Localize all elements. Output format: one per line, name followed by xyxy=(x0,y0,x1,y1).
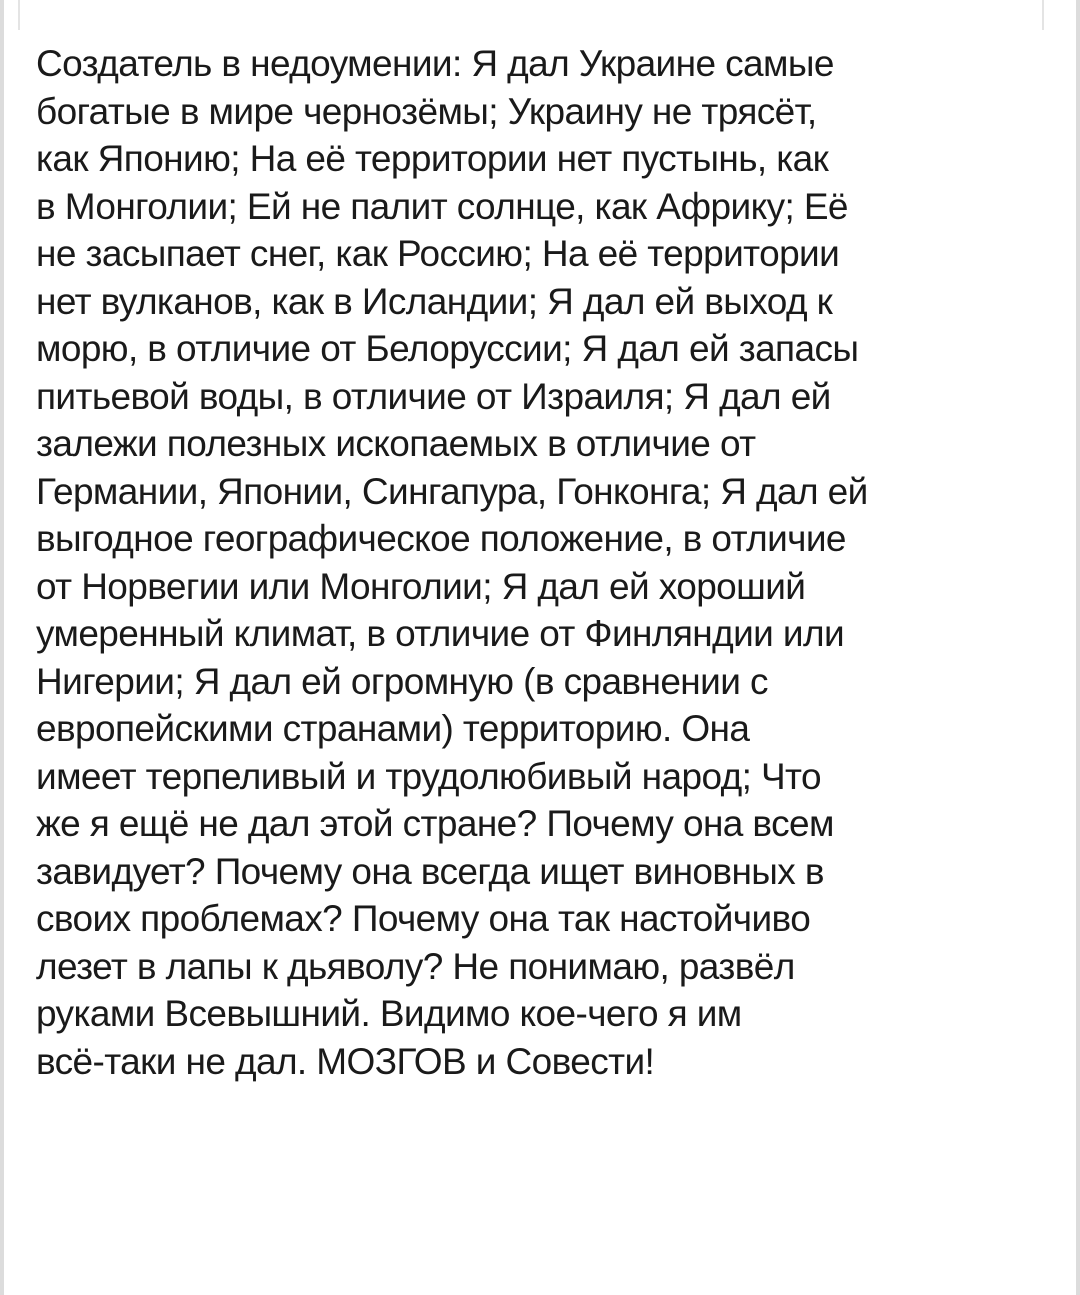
post-line-10: Германии, Японии, Сингапура, Гонконга; Я дал ей xyxy=(36,470,868,512)
post-line-18: завидует? Почему она всегда ищет виновных в xyxy=(36,850,824,892)
top-right-divider xyxy=(1042,0,1044,30)
left-border xyxy=(0,0,4,1295)
post-line-5: не засыпает снег, как Россию; На её территории xyxy=(36,233,840,274)
post-line-2: богатые в мире чернозёмы; Украину не трясёт, xyxy=(36,90,817,132)
post-line-4: в Монголии; Ей не палит солнце, как Африку; Её xyxy=(36,185,848,227)
post-line-6: нет вулканов, как в Исландии; Я дал ей выход к xyxy=(36,280,833,322)
post-line-19: своих проблемах? Почему она так настойчиво xyxy=(36,898,811,939)
post-line-22: всё-таки не дал. МОЗГОВ и Совести! xyxy=(36,1040,655,1082)
post-line-12: от Норвегии или Монголии; Я дал ей хороший xyxy=(36,565,806,607)
top-left-divider xyxy=(18,0,20,30)
post-line-21: руками Всевышний. Видимо кое-чего я им xyxy=(36,993,742,1034)
post-text xyxy=(36,40,1051,1085)
post-line-13: умеренный климат, в отличие от Финляндии или xyxy=(36,613,845,654)
post-line-7: морю, в отличие от Белоруссии; Я дал ей запасы xyxy=(36,328,859,369)
post-line-8: питьевой воды, в отличие от Израиля; Я дал ей xyxy=(36,375,831,417)
post-line-14: Нигерии; Я дал ей огромную (в сравнении с xyxy=(36,660,768,702)
post-line-16: имеет терпеливый и трудолюбивый народ; Что xyxy=(36,755,821,797)
right-border xyxy=(1076,0,1080,1295)
post-line-1: Создатель в недоумении: Я дал Украине самые xyxy=(36,43,834,84)
post-line-3: как Японию; На её территории нет пустынь, как xyxy=(36,138,829,179)
post-line-20: лезет в лапы к дьяволу? Не понимаю, развёл xyxy=(36,945,795,987)
post-line-15: европейскими странами) территорию. Она xyxy=(36,708,750,749)
post-line-17: же я ещё не дал этой стране? Почему она всем xyxy=(36,803,834,844)
post-line-9: залежи полезных ископаемых в отличие от xyxy=(36,423,756,464)
post-line-11: выгодное географическое положение, в отличие xyxy=(36,518,846,559)
